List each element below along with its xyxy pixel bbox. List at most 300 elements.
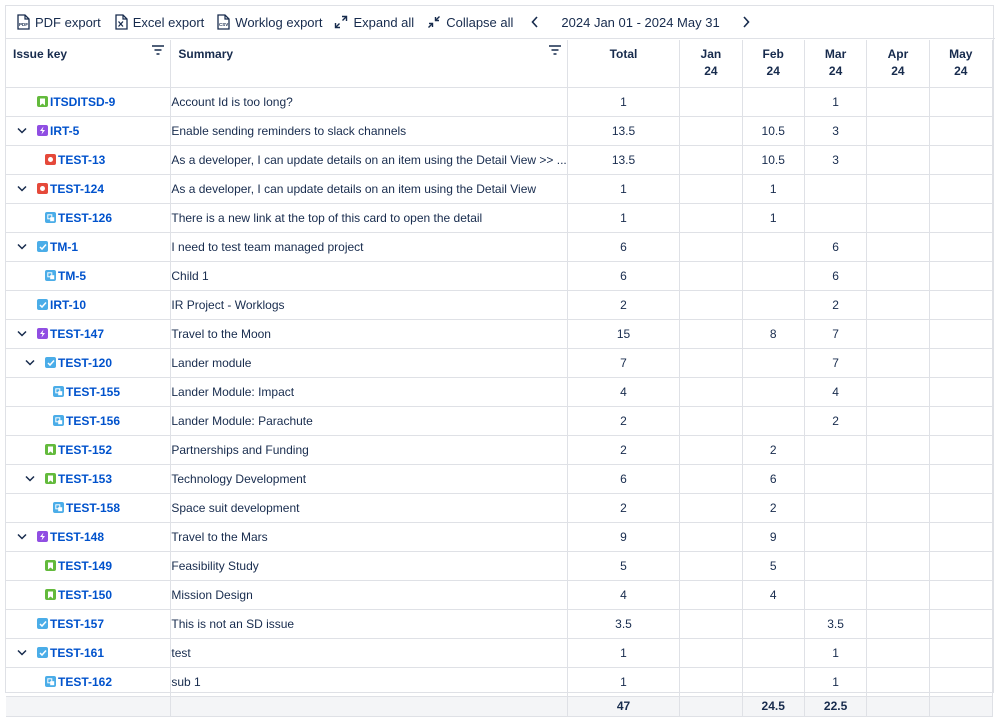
table-row xyxy=(6,435,993,464)
issue-key-link[interactable]: TEST-152 xyxy=(58,442,113,457)
month-cell: 2 xyxy=(742,435,804,464)
month-total: 22.5 xyxy=(804,696,866,716)
month-year: 24 xyxy=(766,64,780,78)
month-cell xyxy=(867,261,929,290)
month-cell: 6 xyxy=(804,232,866,261)
worklog-export-button[interactable] xyxy=(217,6,322,39)
previous-period-button[interactable] xyxy=(525,6,545,39)
month-cell xyxy=(929,174,992,203)
issue-key-cell xyxy=(6,522,171,551)
month-cell xyxy=(867,580,929,609)
total-cell: 1 xyxy=(567,174,679,203)
month-cell xyxy=(680,580,742,609)
month-cell: 5 xyxy=(742,551,804,580)
total-cell: 6 xyxy=(567,464,679,493)
task-icon xyxy=(37,618,48,629)
total-cell: 15 xyxy=(567,319,679,348)
month-cell xyxy=(680,116,742,145)
month-cell xyxy=(867,551,929,580)
chevron-down-icon xyxy=(17,330,27,337)
month-total xyxy=(867,696,929,716)
issue-key-link[interactable]: TEST-155 xyxy=(66,384,121,399)
issue-key-cell xyxy=(6,319,171,348)
issue-key-link[interactable]: TEST-126 xyxy=(58,210,113,225)
totals-label-cell xyxy=(6,696,171,716)
month-cell: 10.5 xyxy=(742,116,804,145)
excel-export-button[interactable] xyxy=(115,6,205,39)
bug-icon xyxy=(45,154,56,165)
month-cell xyxy=(929,638,992,667)
summary-cell: IR Project - Worklogs xyxy=(171,290,567,319)
csv-file-icon xyxy=(217,14,230,30)
total-cell: 1 xyxy=(567,638,679,667)
epic-icon xyxy=(37,328,48,339)
subtask-icon xyxy=(45,676,56,687)
issue-key-cell xyxy=(6,493,171,522)
next-period-button[interactable] xyxy=(736,6,756,39)
month-cell xyxy=(929,203,992,232)
pdf-export-button[interactable] xyxy=(17,6,101,39)
total-cell: 6 xyxy=(567,232,679,261)
issue-key-cell xyxy=(6,261,171,290)
issue-key-link[interactable]: TEST-158 xyxy=(66,500,121,515)
table-row xyxy=(6,580,993,609)
filter-icon[interactable] xyxy=(152,45,164,55)
month-cell xyxy=(867,377,929,406)
month-cell xyxy=(867,116,929,145)
bug-icon xyxy=(37,183,48,194)
month-cell xyxy=(929,464,992,493)
issue-key-link[interactable]: TEST-120 xyxy=(58,355,113,370)
issue-key-cell xyxy=(6,464,171,493)
chevron-left-icon xyxy=(531,16,539,28)
month-cell xyxy=(929,261,992,290)
collapse-all-button[interactable] xyxy=(427,6,513,39)
month-cell: 9 xyxy=(742,522,804,551)
issue-key-link[interactable]: TEST-161 xyxy=(50,645,105,660)
issue-key-link[interactable]: TEST-148 xyxy=(50,529,105,544)
total-cell: 2 xyxy=(567,435,679,464)
table-row xyxy=(6,290,993,319)
table-row xyxy=(6,667,993,696)
month-cell xyxy=(867,290,929,319)
expand-toggle[interactable] xyxy=(15,182,29,196)
issue-key-link[interactable]: ITSDITSD-9 xyxy=(50,94,116,109)
month-cell xyxy=(742,377,804,406)
month-cell xyxy=(680,145,742,174)
summary-cell: This is not an SD issue xyxy=(171,609,567,638)
subtask-icon xyxy=(45,270,56,281)
table-row xyxy=(6,232,993,261)
issue-key-link[interactable]: TM-1 xyxy=(50,239,78,254)
header-row xyxy=(6,40,993,87)
month-cell xyxy=(929,116,992,145)
issue-key-link[interactable]: TEST-150 xyxy=(58,587,113,602)
month-cell xyxy=(929,522,992,551)
table-row xyxy=(6,522,993,551)
chevron-down-icon xyxy=(25,359,35,366)
month-cell xyxy=(680,174,742,203)
month-cell xyxy=(867,435,929,464)
expand-toggle[interactable] xyxy=(15,240,29,254)
month-cell: 3 xyxy=(804,116,866,145)
month-name: Jan xyxy=(700,47,722,61)
month-cell xyxy=(867,203,929,232)
month-name: Feb xyxy=(762,47,784,61)
month-cell xyxy=(680,406,742,435)
month-cell xyxy=(929,145,992,174)
grand-total: 47 xyxy=(567,696,679,716)
svg-text:PDF: PDF xyxy=(19,22,28,27)
table-row xyxy=(6,377,993,406)
chevron-down-icon xyxy=(25,475,35,482)
month-cell xyxy=(680,232,742,261)
month-cell xyxy=(867,638,929,667)
issue-key-link[interactable]: TEST-13 xyxy=(58,152,106,167)
month-cell xyxy=(804,551,866,580)
table-row xyxy=(6,551,993,580)
summary-cell: Account Id is too long? xyxy=(171,87,567,116)
date-range: 2024 Jan 01 - 2024 May 31 xyxy=(561,14,720,30)
month-cell xyxy=(742,667,804,696)
excel-file-icon xyxy=(115,14,128,30)
issue-key-link[interactable]: TEST-162 xyxy=(58,674,113,689)
table-row xyxy=(6,87,993,116)
chevron-down-icon xyxy=(17,649,27,656)
month-cell xyxy=(867,232,929,261)
task-icon xyxy=(37,647,48,658)
table-row xyxy=(6,638,993,667)
chevron-down-icon xyxy=(17,185,27,192)
month-cell xyxy=(680,87,742,116)
month-cell xyxy=(680,203,742,232)
table-body xyxy=(6,87,993,696)
month-cell xyxy=(742,87,804,116)
summary-cell: As a developer, I can update details on an item using the Detail View >> ... xyxy=(171,145,567,174)
month-cell xyxy=(680,522,742,551)
total-cell: 2 xyxy=(567,290,679,319)
total-cell: 4 xyxy=(567,377,679,406)
month-cell xyxy=(929,667,992,696)
worklog-table xyxy=(6,40,993,717)
epic-icon xyxy=(37,531,48,542)
month-cell xyxy=(680,667,742,696)
issue-key-cell xyxy=(6,667,171,696)
month-cell xyxy=(742,232,804,261)
month-cell: 1 xyxy=(804,638,866,667)
pdf-file-icon xyxy=(17,14,30,30)
month-cell xyxy=(804,464,866,493)
month-cell xyxy=(867,609,929,638)
month-cell: 3 xyxy=(804,145,866,174)
month-cell xyxy=(867,406,929,435)
expand-toggle[interactable] xyxy=(23,472,37,486)
month-year: 24 xyxy=(891,64,905,78)
month-cell xyxy=(867,522,929,551)
month-total xyxy=(680,696,742,716)
issue-key-cell xyxy=(6,435,171,464)
month-cell xyxy=(804,203,866,232)
month-cell xyxy=(929,290,992,319)
chevron-right-icon xyxy=(742,16,750,28)
total-cell: 1 xyxy=(567,667,679,696)
expand-arrows-icon xyxy=(334,15,348,29)
month-total: 24.5 xyxy=(742,696,804,716)
summary-cell: sub 1 xyxy=(171,667,567,696)
month-cell xyxy=(680,609,742,638)
table-row xyxy=(6,609,993,638)
total-cell: 2 xyxy=(567,493,679,522)
issue-key-cell xyxy=(6,203,171,232)
month-cell xyxy=(804,493,866,522)
issue-key-cell xyxy=(6,348,171,377)
expand-all-label: Expand all xyxy=(353,14,415,30)
issue-key-link[interactable]: TEST-147 xyxy=(50,326,105,341)
month-cell: 1 xyxy=(742,174,804,203)
issue-key-header xyxy=(6,40,171,87)
task-icon xyxy=(37,299,48,310)
table-row xyxy=(6,116,993,145)
month-header-apr xyxy=(867,40,929,87)
issue-key-link[interactable]: TEST-157 xyxy=(50,616,105,631)
issue-key-cell xyxy=(6,551,171,580)
summary-cell: Lander Module: Impact xyxy=(171,377,567,406)
total-cell: 9 xyxy=(567,522,679,551)
month-header-jan xyxy=(680,40,742,87)
month-cell xyxy=(742,609,804,638)
subtask-icon xyxy=(45,212,56,223)
total-header-label: Total xyxy=(609,47,638,61)
filter-icon[interactable] xyxy=(549,45,561,55)
total-cell: 3.5 xyxy=(567,609,679,638)
expand-toggle[interactable] xyxy=(15,530,29,544)
issue-key-link[interactable]: IRT-5 xyxy=(50,123,80,138)
table-row xyxy=(6,493,993,522)
month-cell xyxy=(867,464,929,493)
table-row xyxy=(6,203,993,232)
task-icon xyxy=(45,357,56,368)
summary-cell: There is a new link at the top of this card to open the detail xyxy=(171,203,567,232)
month-cell xyxy=(680,290,742,319)
summary-cell: Feasibility Study xyxy=(171,551,567,580)
month-cell xyxy=(867,87,929,116)
month-year: 24 xyxy=(828,64,843,78)
month-cell: 2 xyxy=(804,290,866,319)
task-icon xyxy=(37,241,48,252)
month-cell xyxy=(867,319,929,348)
expand-toggle[interactable] xyxy=(15,124,29,138)
total-cell: 1 xyxy=(567,203,679,232)
month-cell xyxy=(867,667,929,696)
month-cell xyxy=(929,580,992,609)
month-cell xyxy=(742,290,804,319)
summary-cell: test xyxy=(171,638,567,667)
expand-toggle[interactable] xyxy=(15,646,29,660)
month-cell xyxy=(867,174,929,203)
issue-key-cell xyxy=(6,145,171,174)
month-header-mar xyxy=(804,40,866,87)
issue-key-link[interactable]: TEST-156 xyxy=(66,413,121,428)
total-cell: 1 xyxy=(567,87,679,116)
expand-toggle[interactable] xyxy=(15,327,29,341)
month-header-may xyxy=(929,40,992,87)
month-total xyxy=(929,696,992,716)
issue-key-cell xyxy=(6,87,171,116)
month-cell: 7 xyxy=(804,348,866,377)
month-year: 24 xyxy=(704,64,718,78)
story-icon xyxy=(45,589,56,600)
month-cell xyxy=(742,348,804,377)
issue-key-cell xyxy=(6,638,171,667)
issue-key-cell xyxy=(6,377,171,406)
month-cell: 6 xyxy=(804,261,866,290)
month-cell xyxy=(804,174,866,203)
summary-cell: Travel to the Moon xyxy=(171,319,567,348)
month-year: 24 xyxy=(954,64,968,78)
chevron-down-icon xyxy=(17,533,27,540)
worklog-report xyxy=(5,5,994,713)
total-cell: 7 xyxy=(567,348,679,377)
month-cell xyxy=(867,493,929,522)
epic-icon xyxy=(37,125,48,136)
month-cell xyxy=(929,493,992,522)
month-cell xyxy=(680,319,742,348)
month-cell xyxy=(804,522,866,551)
issue-key-link[interactable]: TEST-124 xyxy=(50,181,105,196)
month-cell xyxy=(929,377,992,406)
month-cell: 7 xyxy=(804,319,866,348)
total-cell: 2 xyxy=(567,406,679,435)
total-cell: 5 xyxy=(567,551,679,580)
excel-export-label: Excel export xyxy=(132,14,205,30)
total-cell: 4 xyxy=(567,580,679,609)
month-cell xyxy=(742,638,804,667)
chevron-down-icon xyxy=(17,243,27,250)
total-header xyxy=(567,40,679,87)
issue-key-link[interactable]: TEST-153 xyxy=(58,471,113,486)
month-cell xyxy=(929,609,992,638)
table-row xyxy=(6,145,993,174)
story-icon xyxy=(45,473,56,484)
month-cell xyxy=(680,377,742,406)
month-name: May xyxy=(949,47,973,61)
issue-key-cell xyxy=(6,580,171,609)
month-cell: 10.5 xyxy=(742,145,804,174)
month-cell xyxy=(680,551,742,580)
month-cell xyxy=(929,87,992,116)
month-cell xyxy=(929,435,992,464)
summary-cell: Mission Design xyxy=(171,580,567,609)
month-cell: 2 xyxy=(742,493,804,522)
subtask-icon xyxy=(53,502,64,513)
story-icon xyxy=(45,444,56,455)
summary-cell: Enable sending reminders to slack channels xyxy=(171,116,567,145)
pdf-export-label: PDF export xyxy=(35,14,101,30)
table-row xyxy=(6,464,993,493)
issue-key-header-label: Issue key xyxy=(13,47,68,61)
summary-cell: Lander module xyxy=(171,348,567,377)
month-cell: 6 xyxy=(742,464,804,493)
month-cell xyxy=(680,261,742,290)
summary-cell: Partnerships and Funding xyxy=(171,435,567,464)
table-row xyxy=(6,174,993,203)
table-row xyxy=(6,406,993,435)
month-cell xyxy=(804,435,866,464)
collapse-arrows-icon xyxy=(427,15,441,29)
month-cell: 8 xyxy=(742,319,804,348)
chevron-down-icon xyxy=(17,127,27,134)
month-cell xyxy=(742,406,804,435)
total-cell: 13.5 xyxy=(567,116,679,145)
issue-key-link[interactable]: TM-5 xyxy=(58,268,86,283)
table-row xyxy=(6,348,993,377)
month-cell xyxy=(867,348,929,377)
summary-cell: Space suit development xyxy=(171,493,567,522)
subtask-icon xyxy=(53,415,64,426)
month-cell xyxy=(929,551,992,580)
month-cell xyxy=(929,232,992,261)
summary-cell: As a developer, I can update details on an item using the Detail View xyxy=(171,174,567,203)
summary-cell: Travel to the Mars xyxy=(171,522,567,551)
month-cell: 4 xyxy=(742,580,804,609)
month-name: Apr xyxy=(887,47,909,61)
month-cell: 1 xyxy=(742,203,804,232)
month-cell: 4 xyxy=(804,377,866,406)
issue-key-cell xyxy=(6,609,171,638)
table-row xyxy=(6,261,993,290)
summary-cell: Technology Development xyxy=(171,464,567,493)
issue-key-cell xyxy=(6,290,171,319)
month-cell xyxy=(680,348,742,377)
month-cell xyxy=(680,464,742,493)
month-cell xyxy=(929,348,992,377)
month-name: Mar xyxy=(824,47,847,61)
total-cell: 6 xyxy=(567,261,679,290)
subtask-icon xyxy=(53,386,64,397)
toolbar xyxy=(6,6,995,39)
month-cell xyxy=(680,435,742,464)
summary-cell: I need to test team managed project xyxy=(171,232,567,261)
month-cell: 2 xyxy=(804,406,866,435)
summary-cell: Lander Module: Parachute xyxy=(171,406,567,435)
issue-key-link[interactable]: TEST-149 xyxy=(58,558,113,573)
total-cell: 13.5 xyxy=(567,145,679,174)
issue-key-cell xyxy=(6,174,171,203)
summary-header xyxy=(171,40,567,87)
totals-summary-cell xyxy=(171,696,567,716)
svg-text:CSV: CSV xyxy=(219,22,229,27)
summary-header-label: Summary xyxy=(178,47,234,61)
table-row xyxy=(6,319,993,348)
month-header-feb xyxy=(742,40,804,87)
collapse-all-label: Collapse all xyxy=(446,14,514,30)
expand-all-button[interactable] xyxy=(334,6,414,39)
month-cell xyxy=(929,406,992,435)
month-cell xyxy=(867,145,929,174)
worklog-export-label: Worklog export xyxy=(235,14,323,30)
month-cell: 1 xyxy=(804,667,866,696)
month-cell xyxy=(742,261,804,290)
summary-cell: Child 1 xyxy=(171,261,567,290)
month-cell xyxy=(680,638,742,667)
issue-key-cell xyxy=(6,406,171,435)
expand-toggle[interactable] xyxy=(23,356,37,370)
totals-row xyxy=(6,696,993,716)
story-icon xyxy=(37,96,48,107)
month-cell xyxy=(804,580,866,609)
month-cell xyxy=(680,493,742,522)
issue-key-link[interactable]: IRT-10 xyxy=(50,297,87,312)
